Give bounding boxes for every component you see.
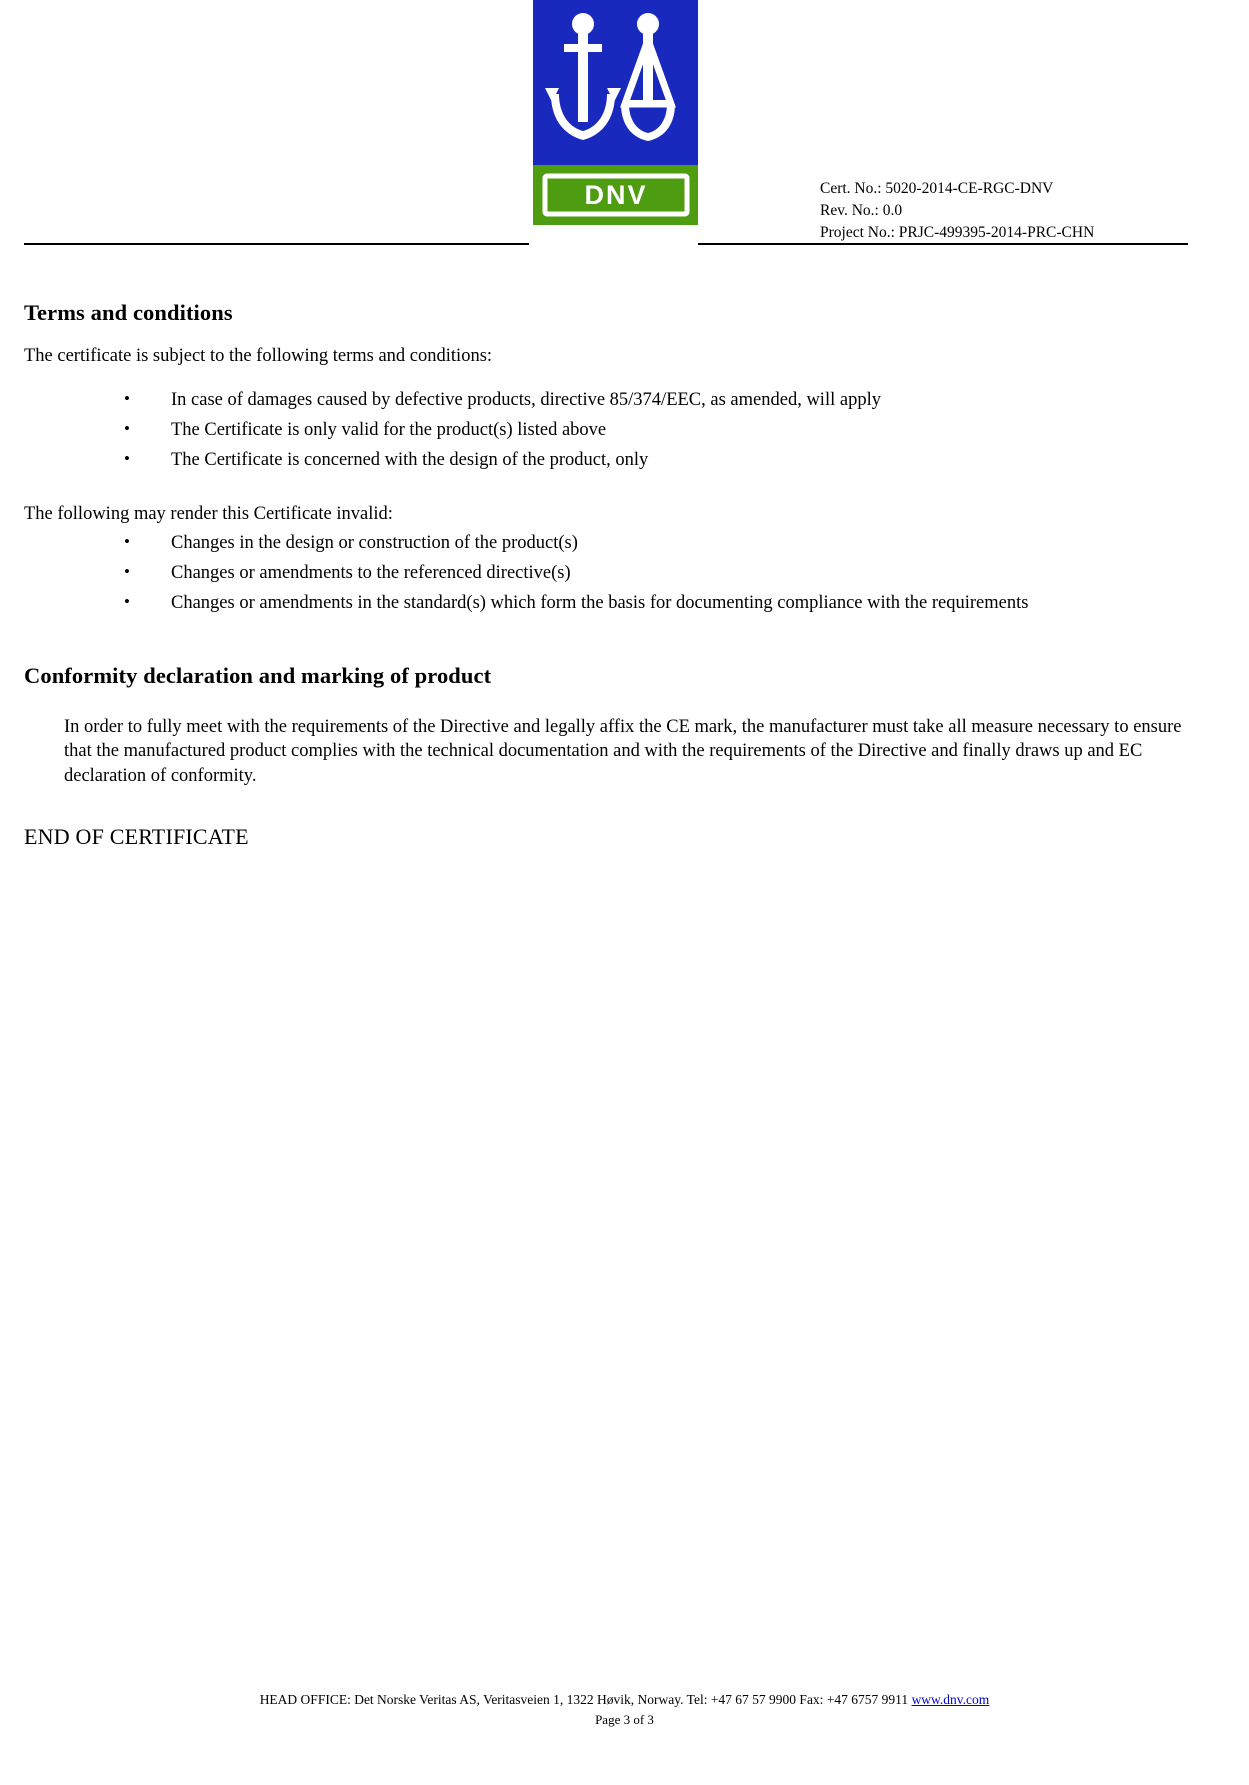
invalidation-intro-text: The following may render this Certificate invalid:: [24, 504, 393, 525]
page-footer: [0, 1690, 1249, 1730]
header-rule-left: [24, 243, 529, 245]
rev-no: Rev. No.: 0.0: [820, 202, 903, 219]
page-number: Page 3 of 3: [595, 1712, 654, 1728]
dnv-logo: [533, 0, 698, 225]
list-item: • The Certificate is only valid for the product(s) listed above: [24, 416, 1188, 446]
dnv-anchor-icon: [533, 0, 698, 165]
dnv-wordmark: [533, 165, 698, 225]
project-no: Project No.: PRJC-499395-2014-PRC-CHN: [820, 224, 1095, 241]
list-item: • The Certificate is concerned with the design of the product, only: [24, 446, 1188, 476]
end-of-certificate-text: END OF CERTIFICATE: [24, 824, 249, 850]
spacer: [24, 476, 1188, 502]
invalidation-bullet-list: [24, 529, 1188, 619]
svg-text:DNV: DNV: [583, 180, 648, 210]
list-item: • Changes or amendments in the standard(s) which form the basis for documenting compliance with the requirements: [24, 589, 1188, 619]
list-item: • Changes or amendments to the referenced directive(s): [24, 559, 1188, 589]
terms-and-conditions-heading: Terms and conditions: [24, 300, 233, 325]
list-item: • Changes in the design or construction of the product(s): [24, 529, 1188, 559]
dnv-website-link[interactable]: www.dnv.com: [911, 1692, 990, 1707]
conformity-declaration-heading: Conformity declaration and marking of product: [24, 662, 492, 688]
conformity-declaration-text: In order to fully meet with the requirements of the Directive and legally affix the CE mark, the manufacturer must take all measure necessary to ensure that the manufactured product complies with the technical documentation and with the requirements of the Directive and finally draws up and EC declaration of conformity.: [64, 716, 1182, 786]
certificate-meta: [820, 178, 1094, 244]
cert-no: Cert. No.: 5020-2014-CE-RGC-DNV: [820, 180, 1054, 197]
header-rule-right: [698, 243, 1188, 245]
page-header: [0, 0, 1249, 245]
terms-intro-text: The certificate is subject to the following terms and conditions:: [24, 346, 493, 366]
footer-office-line: [0, 1690, 1249, 1710]
terms-bullet-list: [24, 386, 1188, 476]
list-item: • In case of damages caused by defective products, directive 85/374/EEC, as amended, will apply: [24, 386, 1188, 416]
document-body: [24, 300, 1188, 850]
footer-office-text: HEAD OFFICE: Det Norske Veritas AS, Veritasveien 1, 1322 Høvik, Norway. Tel: +47 67 57 9900 Fax: +47 6757 9911: [259, 1692, 912, 1707]
